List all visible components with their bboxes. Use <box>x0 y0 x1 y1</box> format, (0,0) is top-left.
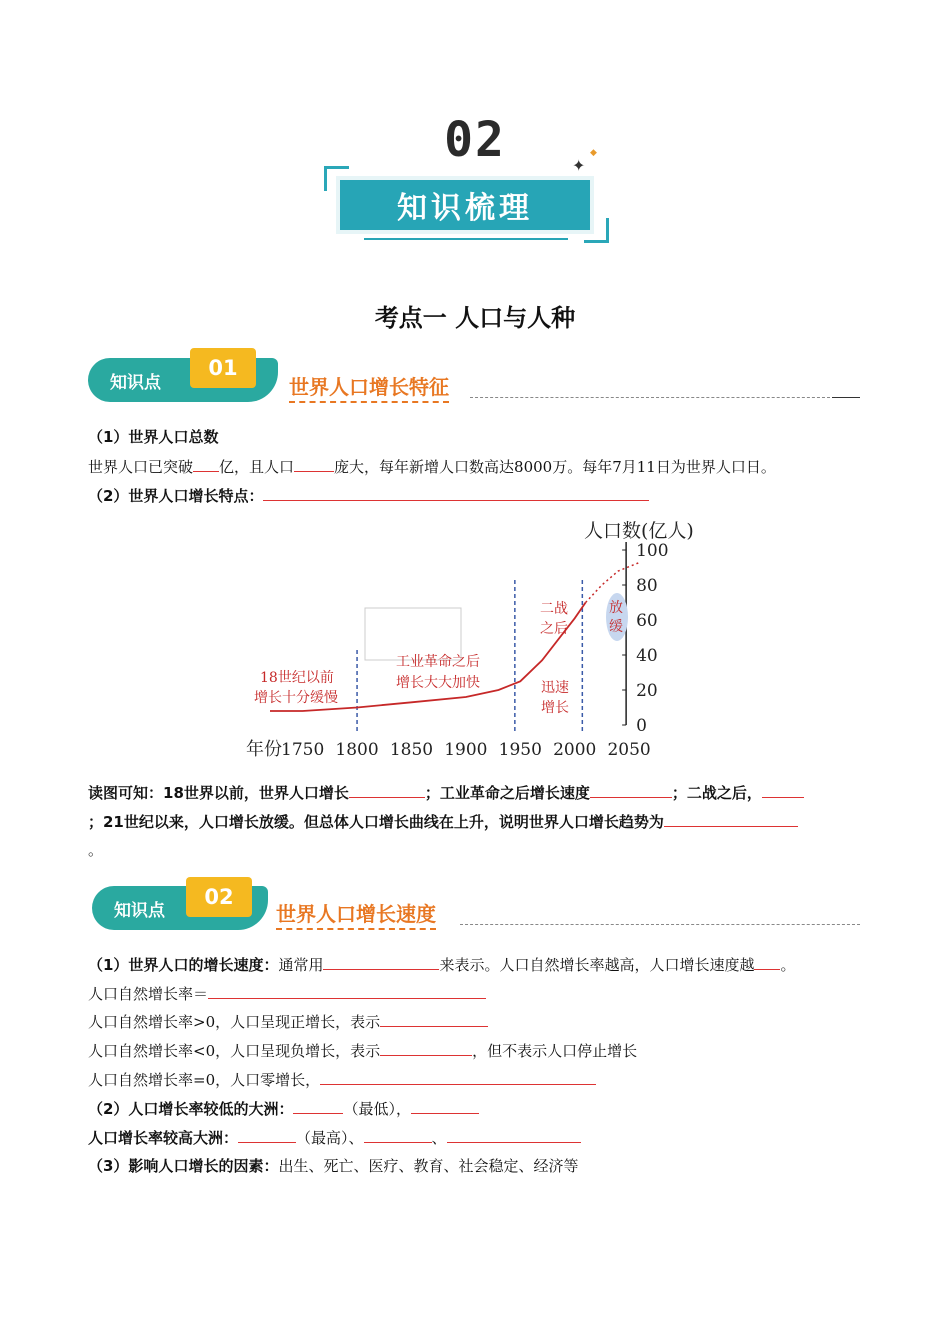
annotation-rapid: 迅速 <box>541 680 569 696</box>
text: ；21世纪以来，人口增长放缓。但总体人口增长曲线在上升，说明世界人口增长趋势为 <box>88 813 664 831</box>
chart-axes <box>281 541 669 760</box>
text: 人口自然增长率>0，人口呈现正增长，表示 <box>88 1013 381 1031</box>
sparkle-small-icon: ◆ <box>590 148 597 158</box>
x-axis-label: 年份 <box>246 739 282 760</box>
reading-line-3: 。 <box>88 841 104 859</box>
x-tick-label: 1900 <box>444 740 488 760</box>
section-number: 02 <box>444 112 506 168</box>
blank-field[interactable] <box>208 982 486 999</box>
y-tick-label: 40 <box>636 646 658 666</box>
y-tick-label: 20 <box>636 681 658 701</box>
text: 出生、死亡、医疗、教育、社会稳定、经济等 <box>278 1157 579 1175</box>
text: ；工业革命之后增长速度 <box>424 784 590 802</box>
text: 来表示。人口自然增长率越高，人口增长速度越 <box>439 956 755 974</box>
kp2-line-2 <box>88 982 486 1005</box>
annotation-industrial: 工业革命之后 <box>396 654 480 670</box>
banner-title: 知识梳理 <box>336 176 594 234</box>
x-tick-label: 2000 <box>553 740 597 760</box>
blank-field[interactable] <box>263 484 649 501</box>
text: 人口自然增长率=0，人口零增长， <box>88 1071 321 1089</box>
tag-label: 知识点 <box>114 900 165 921</box>
blank-field[interactable] <box>293 1097 343 1114</box>
x-tick-label: 1950 <box>498 740 542 760</box>
annotation-faster: 增长大大加快 <box>396 675 480 691</box>
q1-title: （1）世界人口总数 <box>88 428 219 446</box>
annotation-pre-18c: 18世纪以前 <box>260 670 334 686</box>
blank-field[interactable] <box>411 1097 479 1114</box>
annotation-slow-2: 缓 <box>609 619 623 635</box>
knowledge-point-number: 02 <box>186 877 252 917</box>
blank-field[interactable] <box>320 1068 596 1085</box>
text: 人口自然增长率<0，人口呈现负增长，表示 <box>88 1042 381 1060</box>
kp2-line-1 <box>88 953 796 976</box>
x-tick-label: 2050 <box>607 740 651 760</box>
heading-dotted-rule <box>460 924 860 925</box>
chart-marks <box>270 562 640 733</box>
blank-field[interactable] <box>294 455 334 472</box>
kp2-line-5 <box>88 1068 596 1091</box>
blank-field[interactable] <box>380 1039 472 1056</box>
blank-field[interactable] <box>447 1126 581 1143</box>
q1-line <box>88 455 776 478</box>
annotation-postwar: 二战 <box>540 601 568 617</box>
text: ；二战之后， <box>671 784 762 802</box>
annotation-after: 之后 <box>540 621 568 637</box>
blank-field[interactable] <box>590 781 672 798</box>
text: ，但不表示人口停止增长 <box>472 1042 638 1060</box>
y-axis-label: 人口数(亿人) <box>584 520 694 542</box>
x-tick-label: 1850 <box>389 740 434 760</box>
blank-field[interactable] <box>349 781 425 798</box>
reading-line-2 <box>88 810 798 833</box>
reading-line-1 <box>88 781 804 804</box>
blank-field[interactable] <box>323 953 439 970</box>
y-tick-label: 0 <box>636 716 647 736</box>
kp2-line-3 <box>88 1010 488 1033</box>
text: 、 <box>431 1129 447 1147</box>
text: （1）世界人口的增长速度： <box>88 956 279 974</box>
text: 人口增长率较高大洲： <box>88 1129 239 1147</box>
text: 。 <box>780 956 796 974</box>
q2-title <box>88 484 649 507</box>
blank-field[interactable] <box>754 953 780 970</box>
text: （最高）、 <box>296 1129 364 1147</box>
annotation-box <box>365 608 461 660</box>
blank-field[interactable] <box>364 1126 432 1143</box>
heading-dotted-rule <box>470 397 830 398</box>
kp1-heading: 世界人口增长特征 <box>289 371 449 403</box>
annotation-slow-1: 放 <box>609 600 623 616</box>
sparkle-icon: ✦ <box>572 156 586 175</box>
text: 亿，且人口 <box>219 458 295 476</box>
kp2-line-4 <box>88 1039 637 1062</box>
y-tick-label: 80 <box>636 576 658 596</box>
kp2-line-8 <box>88 1155 578 1177</box>
x-tick-label: 1800 <box>335 740 379 760</box>
kp2-heading: 世界人口增长速度 <box>276 898 436 930</box>
knowledge-point-number: 01 <box>190 348 256 388</box>
text: 读图可知：18世界以前，世界人口增长 <box>88 784 349 802</box>
heading-rule-end <box>832 397 860 398</box>
text: （3）影响人口增长的因素： <box>88 1157 279 1175</box>
text: 世界人口已突破 <box>88 458 194 476</box>
blank-field[interactable] <box>380 1010 488 1027</box>
text: （2）人口增长率较低的大洲： <box>88 1100 294 1118</box>
blank-field[interactable] <box>238 1126 296 1143</box>
kp2-line-6 <box>88 1097 479 1120</box>
text: （2）世界人口增长特点： <box>88 487 264 505</box>
tag-label: 知识点 <box>110 372 161 393</box>
population-chart <box>240 515 710 765</box>
blank-field[interactable] <box>193 455 219 472</box>
text: 通常用 <box>278 956 324 974</box>
annotation-growth: 增长 <box>541 700 569 716</box>
kp2-line-7 <box>88 1126 581 1149</box>
x-tick-label: 1750 <box>281 740 325 760</box>
text: 人口自然增长率＝ <box>88 985 209 1003</box>
section-title: 考点一 人口与人种 <box>374 304 576 332</box>
y-tick-label: 100 <box>636 541 669 561</box>
banner-underline <box>364 238 568 240</box>
blank-field[interactable] <box>664 810 798 827</box>
y-tick-label: 60 <box>636 611 658 631</box>
text: （最低）， <box>343 1100 411 1118</box>
blank-field[interactable] <box>762 781 804 798</box>
annotation-slow-growth: 增长十分缓慢 <box>254 690 338 706</box>
text: 庞大，每年新增人口数高达8000万。每年7月11日为世界人口日。 <box>334 458 776 476</box>
